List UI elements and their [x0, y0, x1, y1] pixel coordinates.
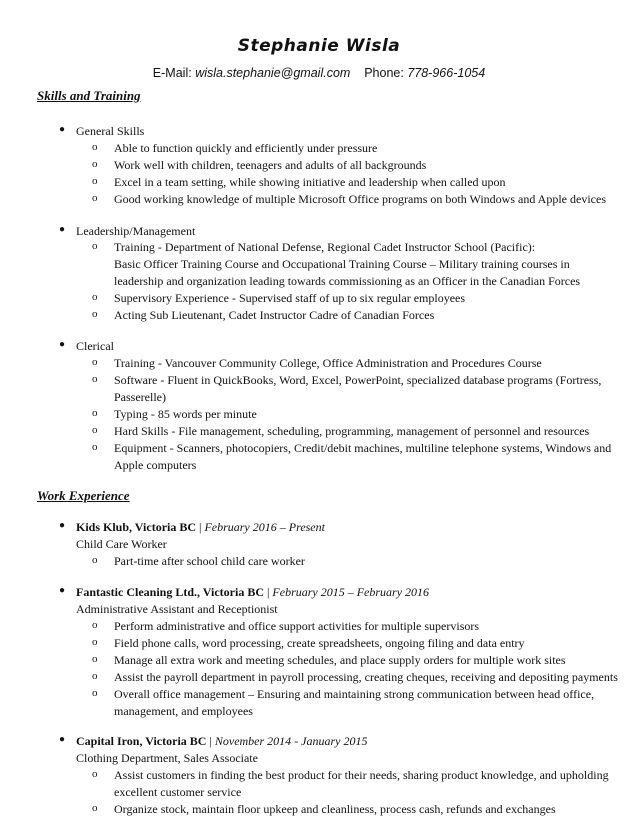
job-dates: November 2014 - January 2015	[214, 734, 368, 748]
sub-bullet-icon: o	[92, 687, 98, 699]
job-role: Child Care Worker	[76, 537, 167, 551]
job-dates: February 2016 – Present	[204, 520, 325, 534]
sub-bullet-icon: o	[92, 373, 98, 385]
sub-bullet-icon: o	[92, 653, 98, 665]
bullet-icon: ●	[59, 585, 66, 596]
sub-bullet-icon: o	[92, 424, 98, 436]
company-name: Fantastic Cleaning Ltd., Victoria BC	[76, 585, 264, 599]
company-name: Capital Iron, Victoria BC	[76, 734, 207, 748]
sub-bullet-icon: o	[92, 768, 98, 780]
resume-page: Stephanie Wisla E-Mail: wisla.stephanie@gmail.com Phone: 778-966-1054 Skills and Training ● General Skills o Able to function quickly and efficiently under pressure o Work well with children, teenagers and adults of all backgrounds o Excel in a team setting, while showing initiative and leadership when called upon o Good working knowledge of multiple Microsoft Office programs on both Windows and Apple devices ● Leadership/Management o Training - Department of National Defense, Regional Cadet Instructor School (Pacific): Basic Officer Training Course and Occupational Training Course – Military training courses in leadership and organization leading towards commissioning as an Officer in the Canadian Forces o Supervisory Experience - Supervised staff of up to six regular employees o Acting Sub Lieutenant, Cadet Instructor Cadre of Canadian Forces ● Clerical o Training - Vancouver Community College, Office Administration and Procedures Course o Software - Fluent in QuickBooks, Word, Excel, PowerPoint, specialized database programs (Fortress, Passerelle) o Typing - 85 words per minute o Hard Skills - File management, scheduling, programming, management of personnel and resources o Equipment - Scanners, photocopiers, Credit/debit machines, multiline telephone systems, Windows and Apple computers Work Experience ● Kids Klub, Victoria BC | February 2016 – Present Child Care Worker o Part-time after school child care worker ● Fantastic Cleaning Ltd., Victoria BC | February 2015 – February 2016 Administrative Assistant and Receptionist o Perform administrative and office support activities for multiple supervisors o Field phone calls, word processing, create spreadsheets, ongoing filing and data entry o Manage all extra work and meeting schedules, and place supply orders for multiple work sites o Assist the payroll department in payroll processing, creating cheques, receiving and depositing payments o Overall office management – Ensuring and maintaining strong communication between head office, management, and employees ● Capital Iron, Victoria BC | November 2014 - January 2015 Clothing Department, Sales Associate o Assist customers in finding the best product for their needs, sharing product knowledge, and upholding excellent customer service o Organize stock, maintain floor upkeep and cleanliness, process cash, refunds and exchanges	[0, 0, 638, 826]
contact-line	[0, 66, 638, 80]
bullet-icon: ●	[59, 224, 66, 235]
phone-number: 778-966-1054	[407, 66, 486, 80]
sub-bullet-icon: o	[92, 141, 98, 153]
sub-bullet-icon: o	[92, 175, 98, 187]
sub-bullet-icon: o	[92, 308, 98, 320]
email-address: wisla.stephanie@gmail.com	[195, 66, 351, 80]
list-item-continuation: leadership and organization leading towards commissioning as an Officer in the Canadian Forces	[114, 274, 581, 288]
candidate-name: Stephanie Wisla	[237, 36, 401, 56]
sub-bullet-icon: o	[92, 192, 98, 204]
list-item-continuation: Basic Officer Training Course and Occupational Training Course – Military training courses in	[114, 257, 570, 271]
bullet-icon: ●	[59, 124, 66, 135]
bullet-icon: ●	[59, 339, 66, 350]
phone-label: Phone:	[364, 66, 404, 80]
list-item-continuation: excellent customer service	[114, 785, 242, 799]
sub-bullet-icon: o	[92, 802, 98, 814]
sub-bullet-icon: o	[92, 670, 98, 682]
sub-bullet-icon: o	[92, 619, 98, 631]
skills-section-title: Skills and Training	[37, 88, 141, 103]
job-dates: February 2015 – February 2016	[272, 585, 430, 599]
sub-bullet-icon: o	[92, 356, 98, 368]
job-role: Administrative Assistant and Receptionist	[76, 602, 278, 616]
work-section-title: Work Experience	[37, 488, 130, 503]
sub-bullet-icon: o	[92, 407, 98, 419]
sub-bullet-icon: o	[92, 291, 98, 303]
company-name: Kids Klub, Victoria BC	[76, 520, 197, 534]
sub-bullet-icon: o	[92, 636, 98, 648]
sub-bullet-icon: o	[92, 158, 98, 170]
list-item-continuation: management, and employees	[114, 704, 253, 718]
bullet-icon: ●	[59, 520, 66, 531]
sub-bullet-icon: o	[92, 554, 98, 566]
sub-bullet-icon: o	[92, 240, 98, 252]
sub-bullet-icon: o	[92, 441, 98, 453]
list-item-continuation: Apple computers	[114, 458, 197, 472]
bullet-icon: ●	[59, 734, 66, 745]
job-role: Clothing Department, Sales Associate	[76, 751, 258, 765]
list-item-continuation: Passerelle)	[114, 390, 166, 404]
email-label: E-Mail:	[152, 66, 192, 80]
